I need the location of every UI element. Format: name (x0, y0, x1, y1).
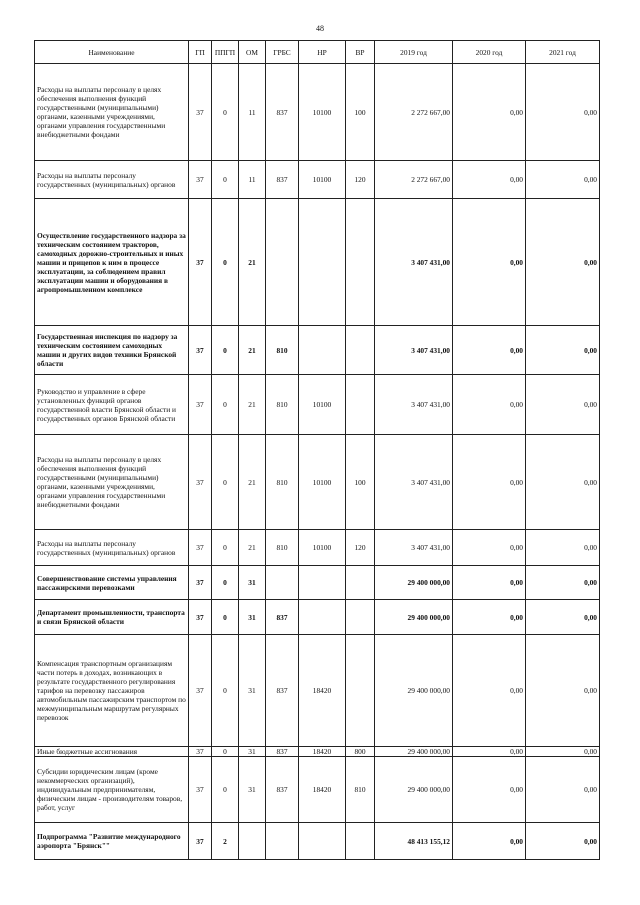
cell-om: 21 (239, 375, 266, 435)
cell-gp: 37 (189, 566, 212, 600)
cell-ppgp: 2 (212, 823, 239, 860)
cell-grbs (266, 199, 299, 326)
cell-vr (346, 823, 375, 860)
cell-y2019: 29 400 000,00 (375, 757, 453, 823)
cell-vr: 100 (346, 435, 375, 530)
column-header-ppgp: ППГП (212, 41, 239, 64)
cell-y2020: 0,00 (453, 566, 526, 600)
cell-y2021: 0,00 (526, 435, 600, 530)
cell-name: Государственная инспекция по надзору за техническим состоянием самоходных машин и других видов техники Брянской области (35, 326, 189, 375)
cell-om: 31 (239, 747, 266, 757)
cell-y2021: 0,00 (526, 823, 600, 860)
cell-ppgp: 0 (212, 747, 239, 757)
cell-nr: 10100 (299, 435, 346, 530)
cell-nr (299, 823, 346, 860)
cell-y2019: 3 407 431,00 (375, 326, 453, 375)
cell-om: 31 (239, 757, 266, 823)
cell-grbs: 837 (266, 757, 299, 823)
cell-nr: 10100 (299, 64, 346, 161)
cell-om: 21 (239, 326, 266, 375)
cell-vr: 120 (346, 161, 375, 199)
cell-nr: 10100 (299, 530, 346, 566)
cell-om: 21 (239, 435, 266, 530)
cell-om: 21 (239, 530, 266, 566)
cell-vr: 100 (346, 64, 375, 161)
cell-grbs: 810 (266, 375, 299, 435)
cell-vr (346, 600, 375, 635)
cell-y2019: 2 272 667,00 (375, 64, 453, 161)
table-row (35, 530, 600, 566)
cell-vr (346, 326, 375, 375)
cell-vr: 800 (346, 747, 375, 757)
cell-grbs: 837 (266, 747, 299, 757)
cell-ppgp: 0 (212, 199, 239, 326)
cell-gp: 37 (189, 375, 212, 435)
cell-name: Расходы на выплаты персоналу в целях обеспечения выполнения функций государственными (муниципальными) органами, казенными учреждениями, органами управления государственными внебюджетными фондами (35, 64, 189, 161)
cell-y2020: 0,00 (453, 435, 526, 530)
cell-om: 31 (239, 566, 266, 600)
cell-gp: 37 (189, 435, 212, 530)
cell-ppgp: 0 (212, 375, 239, 435)
cell-y2020: 0,00 (453, 530, 526, 566)
cell-y2019: 29 400 000,00 (375, 747, 453, 757)
cell-y2019: 3 407 431,00 (375, 199, 453, 326)
cell-om: 31 (239, 635, 266, 747)
cell-gp: 37 (189, 757, 212, 823)
cell-grbs: 810 (266, 435, 299, 530)
cell-y2020: 0,00 (453, 161, 526, 199)
cell-name: Субсидии юридическим лицам (кроме некоммерческих организаций), индивидуальным предпринимателям, физическим лицам - производителям товаров, работ, услуг (35, 757, 189, 823)
cell-name: Руководство и управление в сфере установленных функций органов государственной власти Брянской области и государственных органов Брянской области (35, 375, 189, 435)
cell-gp: 37 (189, 530, 212, 566)
cell-gp: 37 (189, 326, 212, 375)
cell-y2020: 0,00 (453, 375, 526, 435)
cell-y2019: 29 400 000,00 (375, 566, 453, 600)
cell-y2021: 0,00 (526, 757, 600, 823)
cell-name: Совершенствование системы управления пассажирскими перевозками (35, 566, 189, 600)
cell-y2020: 0,00 (453, 747, 526, 757)
cell-name: Расходы на выплаты персоналу в целях обеспечения выполнения функций государственными (муниципальными) органами, казенными учреждениями, органами управления государственными внебюджетными фондами (35, 435, 189, 530)
column-header-2021: 2021 год (526, 41, 600, 64)
budget-table (34, 40, 600, 860)
cell-y2021: 0,00 (526, 161, 600, 199)
table-row (35, 326, 600, 375)
table-row (35, 375, 600, 435)
cell-ppgp: 0 (212, 326, 239, 375)
cell-name: Осуществление государственного надзора за техническим состоянием тракторов, самоходных дорожно-строительных и иных машин и прицепов к ним в процессе эксплуатации, за соблюдением правил эксплуатации машин и оборудования в агропромышленном комплексе (35, 199, 189, 326)
cell-y2021: 0,00 (526, 64, 600, 161)
table-row (35, 600, 600, 635)
cell-name: Подпрограмма "Развитие международного аэропорта "Брянск"" (35, 823, 189, 860)
cell-name: Иные бюджетные ассигнования (35, 747, 189, 757)
cell-vr (346, 566, 375, 600)
cell-vr (346, 199, 375, 326)
cell-ppgp: 0 (212, 566, 239, 600)
cell-y2020: 0,00 (453, 823, 526, 860)
cell-vr: 120 (346, 530, 375, 566)
table-row (35, 757, 600, 823)
cell-om: 11 (239, 161, 266, 199)
cell-gp: 37 (189, 64, 212, 161)
cell-nr: 10100 (299, 375, 346, 435)
cell-ppgp: 0 (212, 757, 239, 823)
cell-gp: 37 (189, 747, 212, 757)
table-header-row (35, 41, 600, 64)
cell-y2019: 48 413 155,12 (375, 823, 453, 860)
cell-y2021: 0,00 (526, 326, 600, 375)
cell-om (239, 823, 266, 860)
cell-y2021: 0,00 (526, 566, 600, 600)
cell-nr (299, 566, 346, 600)
table-row (35, 635, 600, 747)
table-row (35, 435, 600, 530)
cell-ppgp: 0 (212, 635, 239, 747)
cell-ppgp: 0 (212, 600, 239, 635)
cell-grbs: 837 (266, 64, 299, 161)
cell-vr: 810 (346, 757, 375, 823)
table-row (35, 64, 600, 161)
cell-grbs: 810 (266, 326, 299, 375)
table-row (35, 566, 600, 600)
cell-om: 21 (239, 199, 266, 326)
cell-name: Компенсация транспортным организациям части потерь в доходах, возникающих в результате государственного регулирования тарифов на перевозку пассажиров автомобильным пассажирским транспортом по межмуниципальным маршрутам регулярных перевозок (35, 635, 189, 747)
column-header-gp: ГП (189, 41, 212, 64)
cell-grbs: 837 (266, 161, 299, 199)
cell-y2021: 0,00 (526, 747, 600, 757)
cell-gp: 37 (189, 161, 212, 199)
cell-y2020: 0,00 (453, 326, 526, 375)
cell-grbs (266, 823, 299, 860)
cell-y2020: 0,00 (453, 64, 526, 161)
column-header-vr: ВР (346, 41, 375, 64)
cell-nr (299, 326, 346, 375)
cell-y2021: 0,00 (526, 600, 600, 635)
cell-y2020: 0,00 (453, 600, 526, 635)
table-row (35, 161, 600, 199)
cell-ppgp: 0 (212, 64, 239, 161)
cell-y2020: 0,00 (453, 199, 526, 326)
cell-y2019: 29 400 000,00 (375, 600, 453, 635)
cell-gp: 37 (189, 823, 212, 860)
cell-grbs (266, 566, 299, 600)
cell-name: Расходы на выплаты персоналу государственных (муниципальных) органов (35, 161, 189, 199)
cell-vr (346, 635, 375, 747)
cell-om: 31 (239, 600, 266, 635)
cell-y2019: 2 272 667,00 (375, 161, 453, 199)
cell-y2021: 0,00 (526, 199, 600, 326)
cell-name: Расходы на выплаты персоналу государственных (муниципальных) органов (35, 530, 189, 566)
cell-y2019: 3 407 431,00 (375, 530, 453, 566)
cell-ppgp: 0 (212, 530, 239, 566)
cell-nr: 10100 (299, 161, 346, 199)
cell-y2020: 0,00 (453, 635, 526, 747)
cell-nr: 18420 (299, 757, 346, 823)
cell-y2019: 29 400 000,00 (375, 635, 453, 747)
column-header-grbs: ГРБС (266, 41, 299, 64)
cell-gp: 37 (189, 635, 212, 747)
cell-nr: 18420 (299, 635, 346, 747)
column-header-2020: 2020 год (453, 41, 526, 64)
cell-y2019: 3 407 431,00 (375, 435, 453, 530)
cell-gp: 37 (189, 600, 212, 635)
cell-nr (299, 600, 346, 635)
table-row (35, 199, 600, 326)
cell-y2021: 0,00 (526, 375, 600, 435)
table-row (35, 823, 600, 860)
cell-nr: 18420 (299, 747, 346, 757)
cell-grbs: 810 (266, 530, 299, 566)
cell-nr (299, 199, 346, 326)
cell-ppgp: 0 (212, 161, 239, 199)
cell-y2019: 3 407 431,00 (375, 375, 453, 435)
column-header-name: Наименование (35, 41, 189, 64)
column-header-2019: 2019 год (375, 41, 453, 64)
table-row (35, 747, 600, 757)
cell-gp: 37 (189, 199, 212, 326)
column-header-om: ОМ (239, 41, 266, 64)
page-number: 48 (316, 24, 324, 33)
cell-name: Департамент промышленности, транспорта и связи Брянской области (35, 600, 189, 635)
cell-grbs: 837 (266, 600, 299, 635)
cell-ppgp: 0 (212, 435, 239, 530)
cell-y2021: 0,00 (526, 530, 600, 566)
cell-om: 11 (239, 64, 266, 161)
cell-vr (346, 375, 375, 435)
cell-grbs: 837 (266, 635, 299, 747)
column-header-nr: НР (299, 41, 346, 64)
cell-y2021: 0,00 (526, 635, 600, 747)
cell-y2020: 0,00 (453, 757, 526, 823)
